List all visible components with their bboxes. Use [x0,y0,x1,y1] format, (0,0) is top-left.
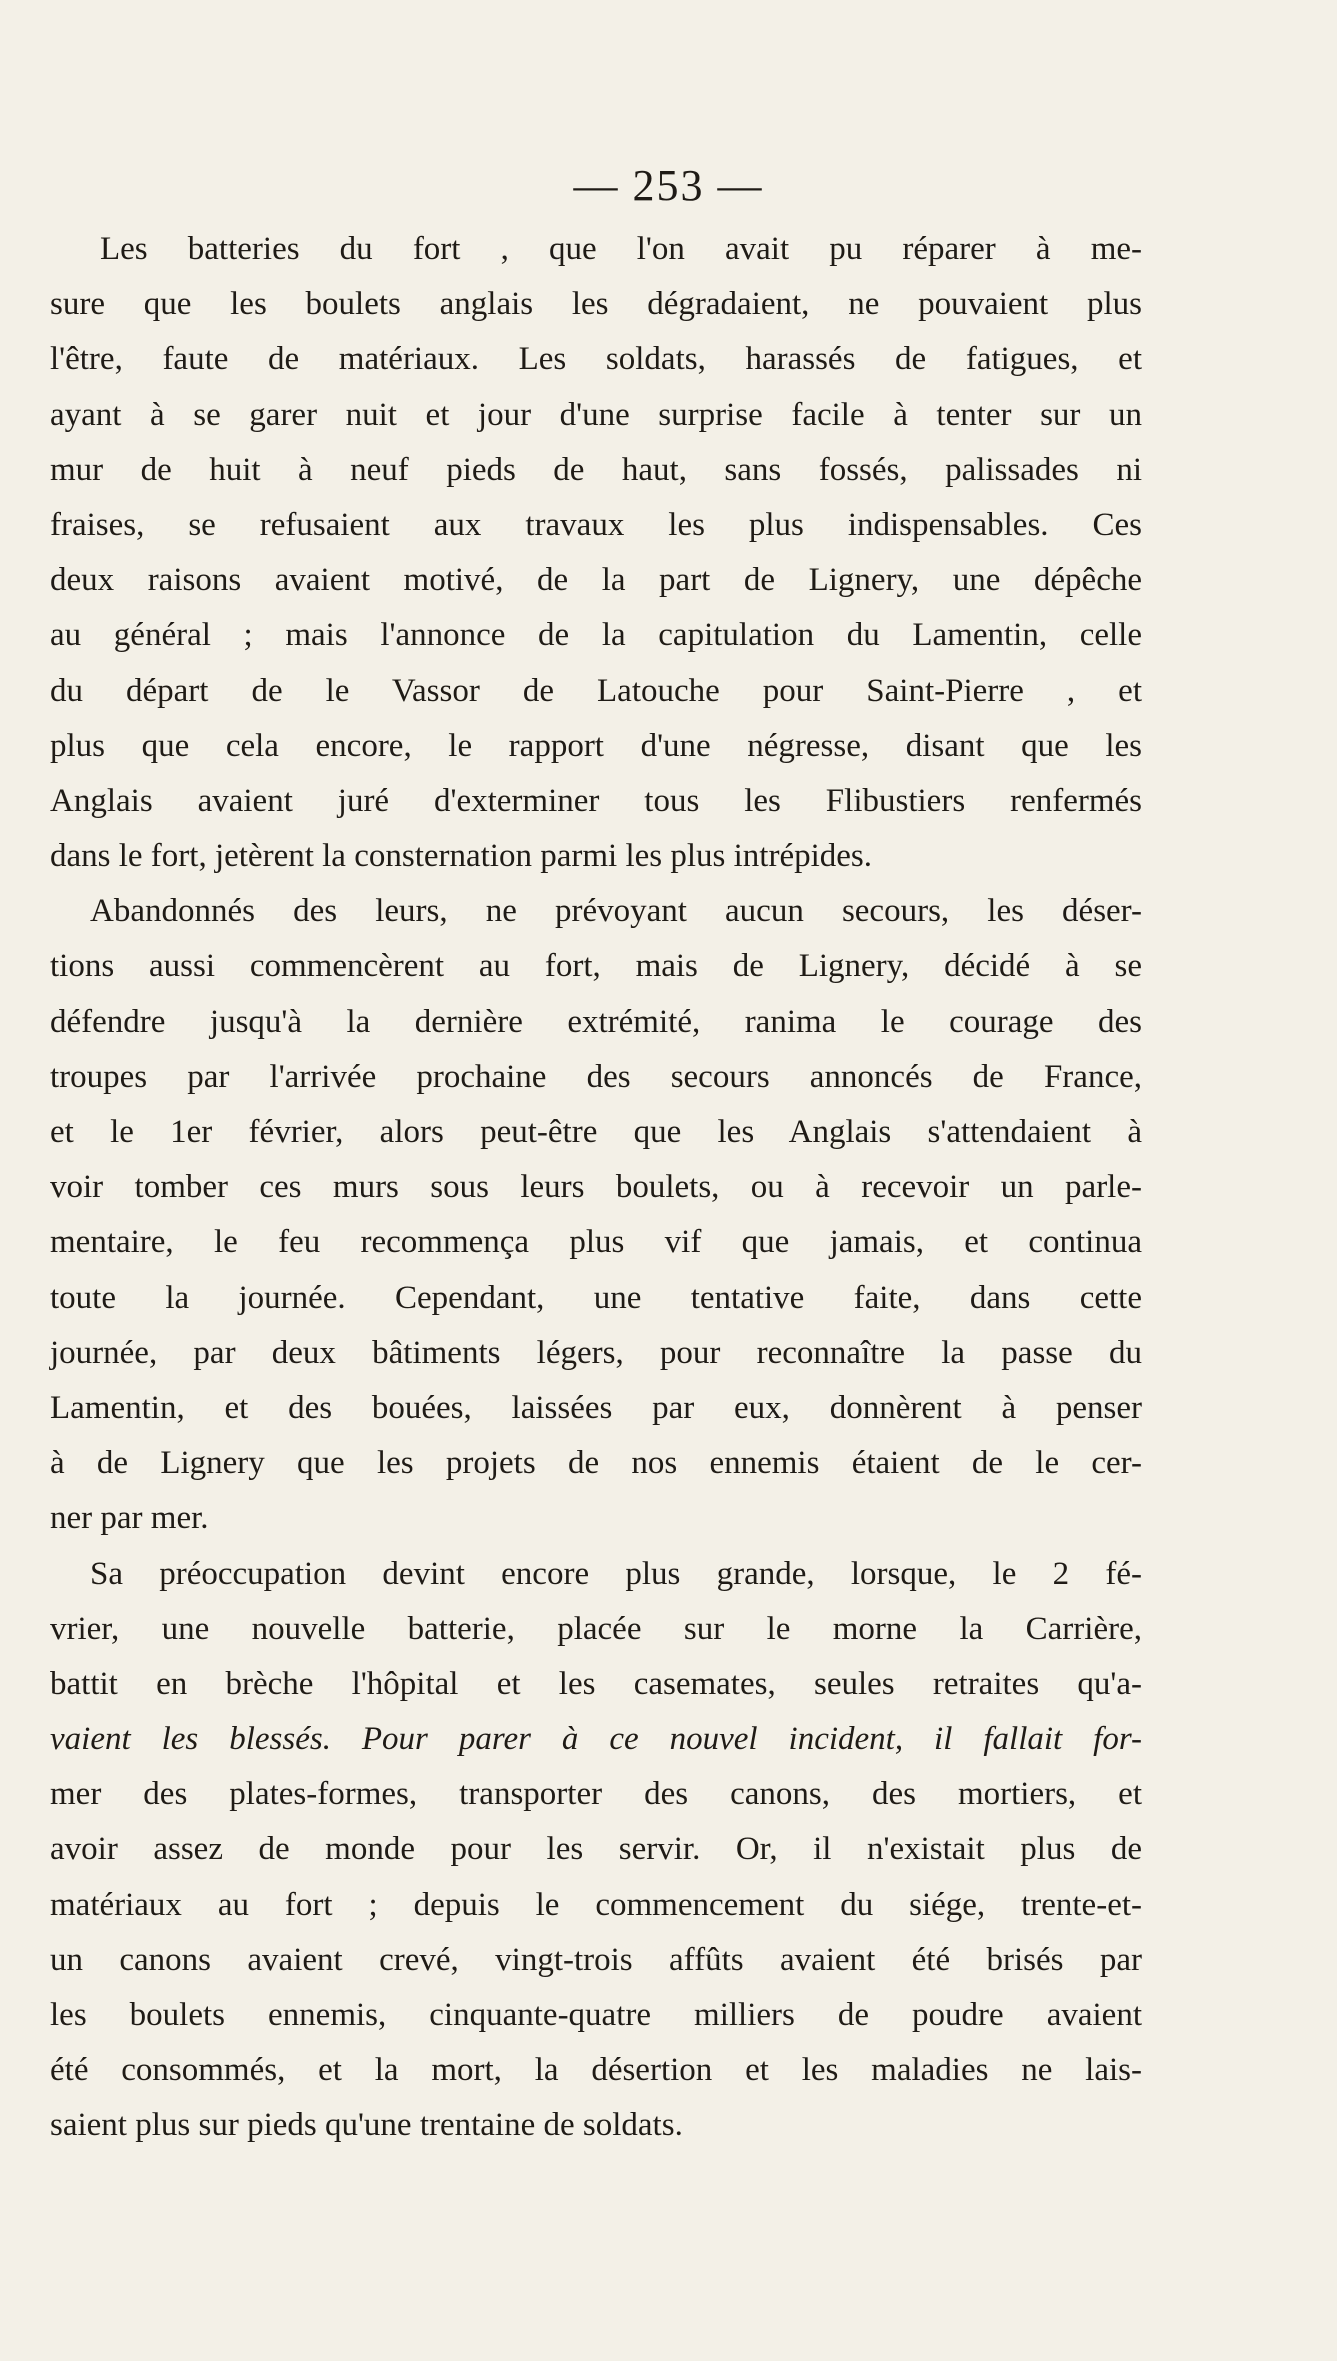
text-line: fraises, se refusaient aux travaux les plus indispensables. Ces [50,506,1142,543]
page-number: — 253 — [573,161,764,210]
text-line: journée, par deux bâtiments légers, pour reconnaître la passe du [50,1334,1142,1371]
text-line: sure que les boulets anglais les dégradaient, ne pouvaient plus [50,286,1142,323]
text-line: toute la journée. Cependant, une tentative faite, dans cette [50,1279,1142,1316]
text-line: plus que cela encore, le rapport d'une négresse, disant que les [50,727,1142,764]
body-text [50,222,1142,2154]
text-line: battit en brèche l'hôpital et les casemates, seules retraites qu'a- [50,1665,1142,1702]
text-line: ner par mer. [50,1500,209,1537]
text-line: défendre jusqu'à la dernière extrémité, ranima le courage des [50,1003,1142,1040]
text-line: du départ de le Vassor de Latouche pour Saint-Pierre , et [50,672,1142,709]
text-line: mentaire, le feu recommença plus vif que jamais, et continua [50,1224,1142,1261]
text-line: l'être, faute de matériaux. Les soldats, harassés de fatigues, et [50,341,1142,378]
text-line: un canons avaient crevé, vingt-trois affûts avaient été brisés par [50,1941,1142,1978]
text-line: vrier, une nouvelle batterie, placée sur le morne la Carrière, [50,1610,1142,1647]
text-line: à de Lignery que les projets de nos ennemis étaient de le cer- [50,1445,1142,1482]
text-line: Lamentin, et des bouées, laissées par eux, donnèrent à penser [50,1389,1142,1426]
text-line: matériaux au fort ; depuis le commencement du siége, trente-et- [50,1886,1142,1923]
text-line: Abandonnés des leurs, ne prévoyant aucun secours, les déser- [90,893,1142,930]
text-line: avoir assez de monde pour les servir. Or, il n'existait plus de [50,1831,1142,1868]
text-line: deux raisons avaient motivé, de la part de Lignery, une dépêche [50,562,1142,599]
text-line: Sa préoccupation devint encore plus grande, lorsque, le 2 fé- [90,1555,1142,1592]
text-line: Les batteries du fort , que l'on avait pu réparer à me- [100,231,1142,267]
text-line: été consommés, et la mort, la désertion et les maladies ne lais- [50,2052,1142,2089]
text-line: les boulets ennemis, cinquante-quatre milliers de poudre avaient [50,1997,1142,2033]
text-line: mer des plates-formes, transporter des canons, des mortiers, et [50,1776,1142,1813]
text-line: Anglais avaient juré d'exterminer tous les Flibustiers renfermés [50,782,1142,819]
text-line: ayant à se garer nuit et jour d'une surprise facile à tenter sur un [50,396,1142,433]
text-line: dans le fort, jetèrent la consternation parmi les plus intrépides. [50,838,873,875]
text-line: vaient les blessés. Pour parer à ce nouvel incident, il fallait for- [50,1721,1142,1758]
text-line: et le 1er février, alors peut-être que les Anglais s'attendaient à [50,1114,1142,1150]
text-line: tions aussi commencèrent au fort, mais de Lignery, décidé à se [50,948,1142,985]
text-line: mur de huit à neuf pieds de haut, sans fossés, palissades ni [50,451,1142,488]
text-line: voir tomber ces murs sous leurs boulets, ou à recevoir un parle- [50,1169,1142,1206]
text-line: au général ; mais l'annonce de la capitulation du Lamentin, celle [50,617,1142,654]
text-line: troupes par l'arrivée prochaine des secours annoncés de France, [50,1058,1142,1095]
text-line: saient plus sur pieds qu'une trentaine de soldats. [50,2107,683,2144]
